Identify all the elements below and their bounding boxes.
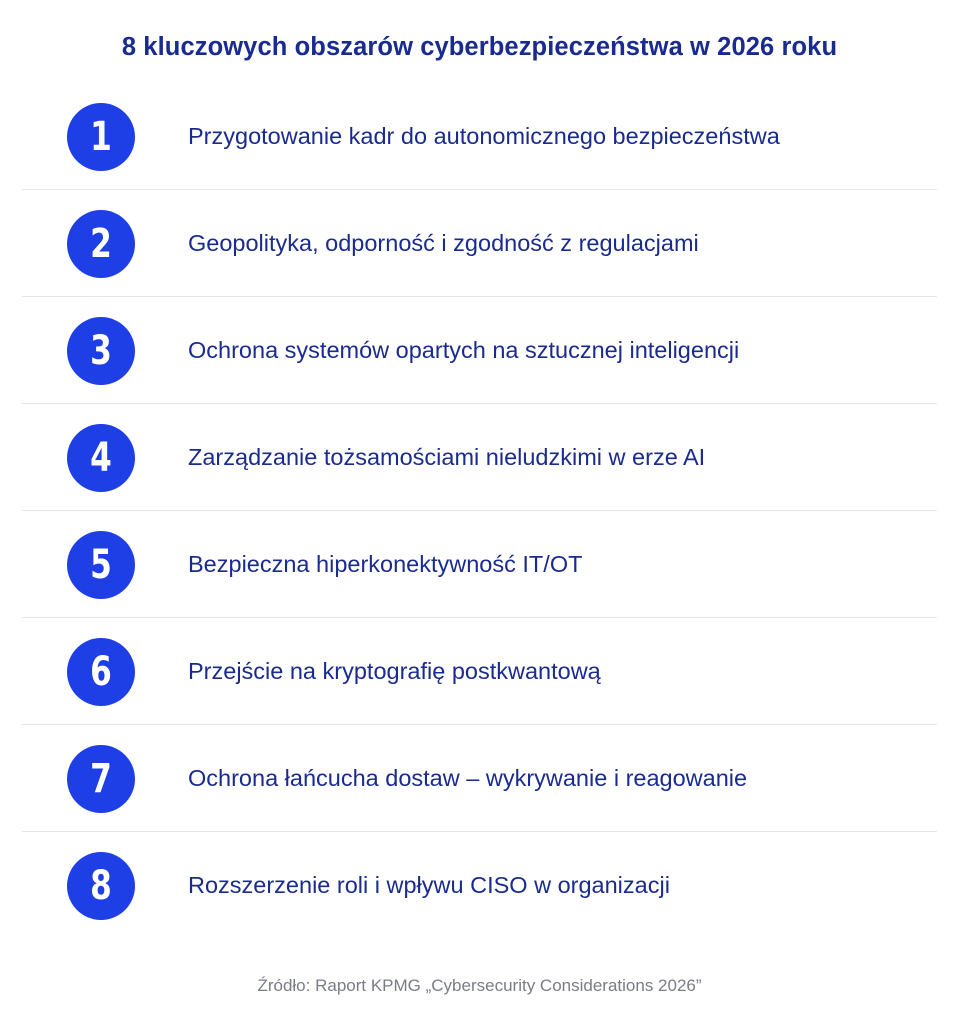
areas-list <box>22 83 937 939</box>
badge-number: 4 <box>90 435 112 481</box>
list-item-1 <box>22 83 937 190</box>
number-badge-3 <box>67 317 135 385</box>
number-badge-2 <box>67 210 135 278</box>
list-item-label: Rozszerzenie roli i wpływu CISO w organizacji <box>188 871 670 898</box>
source-note: Źródło: Raport KPMG „Cybersecurity Considerations 2026” <box>257 976 702 995</box>
number-badge-5 <box>67 531 135 599</box>
badge-number: 8 <box>90 863 112 909</box>
badge-number: 1 <box>90 114 112 160</box>
number-badge-6 <box>67 638 135 706</box>
list-item-label: Przejście na kryptografię postkwantową <box>188 657 601 684</box>
number-badge-1 <box>67 103 135 171</box>
list-item-6 <box>22 618 937 725</box>
list-item-label: Ochrona systemów opartych na sztucznej inteligencji <box>188 336 740 363</box>
number-badge-7 <box>67 745 135 813</box>
page-title: 8 kluczowych obszarów cyberbezpieczeństwa w 2026 roku <box>121 33 838 62</box>
badge-number: 7 <box>90 756 112 802</box>
list-item-4 <box>22 404 937 511</box>
list-item-2 <box>22 190 937 297</box>
badge-number: 5 <box>90 542 112 588</box>
list-item-label: Zarządzanie tożsamościami nieludzkimi w erze AI <box>188 443 706 470</box>
list-item-8 <box>22 832 937 939</box>
list-item-label: Geopolityka, odporność i zgodność z regulacjami <box>188 229 699 256</box>
list-item-3 <box>22 297 937 404</box>
badge-number: 3 <box>90 328 112 374</box>
list-item-7 <box>22 725 937 832</box>
number-badge-4 <box>67 424 135 492</box>
badge-number: 2 <box>90 221 112 267</box>
list-item-label: Przygotowanie kadr do autonomicznego bezpieczeństwa <box>188 122 780 149</box>
number-badge-8 <box>67 852 135 920</box>
list-item-label: Ochrona łańcucha dostaw – wykrywanie i reagowanie <box>188 764 748 791</box>
list-item-label: Bezpieczna hiperkonektywność IT/OT <box>188 550 583 577</box>
badge-number: 6 <box>90 649 112 695</box>
list-item-5 <box>22 511 937 618</box>
